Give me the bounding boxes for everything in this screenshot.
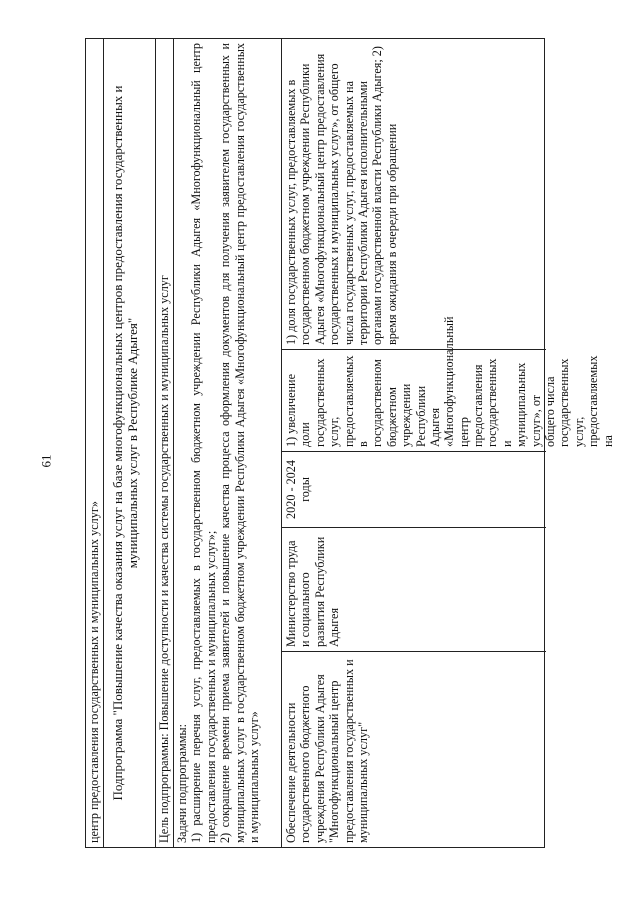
measures-table bbox=[282, 39, 615, 847]
expected-result-text: 1) увеличение доли государственных услуг, предоставляемых в государственном бюджетном учреждении Республики Адыгея «Многофункциональный центр предоставления государственных и муниципальных услуг», от общего числа государственных услуг, предоставляемых на bbox=[284, 316, 615, 447]
period-cell: 2020 - 2024 годы bbox=[282, 451, 546, 527]
measure-cell: Обеспечение деятельности государственного бюджетного учреждения Республики Адыгея "Многофункциональный центр предоставления государственных и муниципальных услуг" bbox=[282, 651, 546, 847]
indicators-text: 1) доля государственных услуг, предоставляемых в государственном бюджетном учреждении Республики Адыгея «Многофункциональный центр предоставления государственных и муниципальных услуг», от общего числа государственных услуг, предоставляемых на территории Республики Адыгея исполнительными органами государственной власти Республики Адыгея; 2) время ожидания в очереди при обращении bbox=[284, 46, 399, 345]
header-row: центр предоставления государственных и муниципальных услуг» bbox=[86, 39, 104, 847]
subprogram-goal: Цель подпрограммы: Повышение доступности и качества системы государственных и муниципальных услуг bbox=[156, 39, 174, 847]
document-table bbox=[85, 38, 615, 848]
task-2: 2) сокращение времени приема заявителей и повышение качества процесса оформления документов для получения заявителем государственных и муниципальных услуг в государственном бюджетном учреждении Республики Адыгея «Многофункциональный центр предоставления государственных и муниципальных услуг» bbox=[218, 43, 261, 843]
page-number: 61 bbox=[38, 454, 54, 468]
executor-cell: Министерство труда и социального развития Республики Адыгея bbox=[282, 527, 546, 651]
task-1: 1) расширение перечня услуг, предоставляемых в государственном бюджетном учреждении Республики Адыгея «Многофункциональный центр предоставления государственных и муниципальных услуг»; bbox=[189, 43, 218, 843]
tasks-heading: Задачи подпрограммы: bbox=[175, 723, 189, 843]
subprogram-tasks bbox=[174, 39, 282, 847]
expected-result-cell bbox=[282, 316, 615, 451]
indicators-cell bbox=[282, 37, 546, 349]
subprogram-title: Подпрограмма "Повышение качества оказания услуг на базе многофункциональных центров предоставления государственных и муниципальных услуг в Республике Адыгея" bbox=[104, 39, 156, 847]
rotated-page bbox=[85, 38, 615, 848]
